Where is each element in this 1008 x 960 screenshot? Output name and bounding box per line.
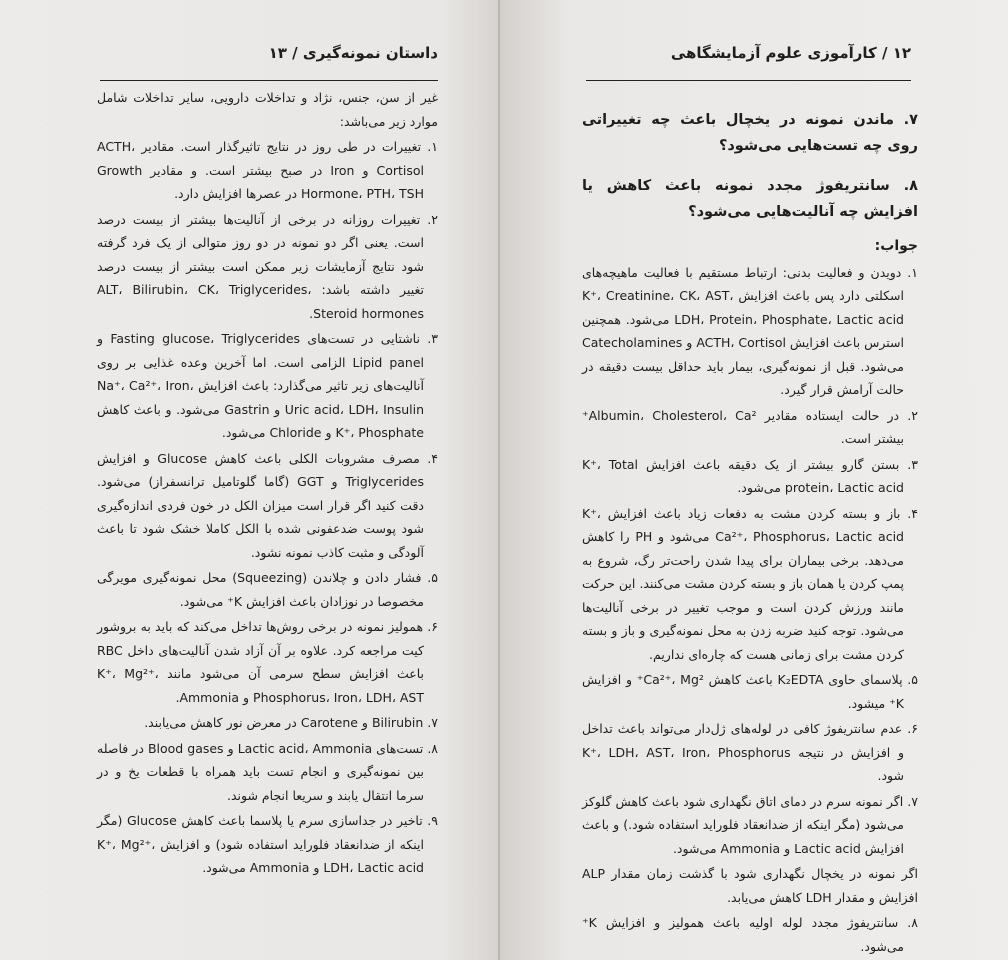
answer-item-8: ۸. سانتریفوژ مجدد لوله اولیه باعث همولیز و افزایش K⁺ می‌شود.	[582, 915, 918, 954]
answer-item-2: ۲. در حالت ایستاده مقادیر Albumin، Cholesterol، Ca²⁺ بیشتر است.	[582, 407, 918, 446]
right-page	[500, 0, 1008, 960]
answer-item-4: ۴. باز و بسته کردن مشت به دفعات زیاد باعث افزایش K⁺، Ca²⁺، Phosphorus، Lactic acid می‌شود و PH را کاهش می‌دهد. برخی بیماران برای پیدا شدن راحت‌تر رگ، شروع به پمپ کردن یا همان باز و بسته کردن مشت می‌کنند. این حرکت مانند ورزش کردن است و موجب تغییر در برخی آنالیت‌ها می‌شود. توجه کنید ضربه زدن به محل نمونه‌گیری و باز و بسته کردن مشت برای زمانی هست که چاره‌ای نداریم.	[582, 505, 918, 662]
answer-item-5: ۵. پلاسمای حاوی K₂EDTA باعث کاهش Ca²⁺، Mg²⁺ و افزایش K⁺ میشود.	[582, 672, 918, 711]
answer-item-7: ۷. اگر نمونه سرم در دمای اتاق نگهداری شود باعث کاهش گلوکز می‌شود (مگر اینکه از ضدانعقاد فلوراید استفاده شود.) و باعث افزایش Lactic acid و Ammonia می‌شود.	[582, 793, 918, 856]
right-page-body	[582, 92, 918, 960]
question-8: ۸. سانتریفوژ مجدد نمونه باعث کاهش یا افزایش چه آنالیت‌هایی می‌شود؟	[582, 178, 918, 220]
left-page	[0, 0, 500, 960]
left-item-3: ۳. ناشتایی در تست‌های Fasting glucose، Triglycerides و Lipid panel الزامی است. اما آخرین وعده غذایی بر روی آنالیت‌های زیر تاثیر می‌گذارد: باعث افزایش Na⁺، Ca²⁺، Iron، Uric acid، LDH، Insulin و Gastrin می‌شود. و باعث کاهش K⁺، Phosphate و Chloride می‌شود.	[97, 331, 438, 440]
answer-item-6: ۶. عدم سانتریفوژ کافی در لوله‌های ژل‌دار می‌تواند باعث تداخل و افزایش در نتیجه K⁺، LDH، AST، Iron، Phosphorus شود.	[582, 721, 918, 783]
left-item-8: ۸. تست‌های Lactic acid، Ammonia و Blood gases در فاصله بین نمونه‌گیری و انجام تست باید همراه با قطعات یخ و در سرما انتقال یابند و سریعا انجام شوند.	[97, 740, 439, 803]
left-item-6: ۶. همولیز نمونه در برخی روش‌ها تداخل می‌کند که باید به بروشور کیت مراجعه کرد. علاوه بر آن آزاد شدن آنالیت‌های داخل RBC باعث افزایش سطح سرمی آن می‌شود مانند K⁺، Mg²⁺، Phosphorus، Iron، LDH، AST و Ammonia.	[97, 619, 438, 705]
left-page-body	[97, 86, 438, 882]
right-page-header: ۱۲ / کارآموزی علوم آزمایشگاهی	[586, 44, 911, 81]
left-item-9: ۹. تاخیر در جداسازی سرم یا پلاسما باعث کاهش Glucose (مگر اینکه از ضدانعقاد فلوراید استفاده شود) و افزایش K⁺، Mg²⁺، LDH، Lactic acid و Ammonia می‌شود.	[97, 813, 438, 875]
left-item-5: ۵. فشار دادن و چلاندن (Squeezing) محل نمونه‌گیری مویرگی مخصوصا در نوزادان باعث افزایش K⁺ می‌شود.	[97, 570, 438, 609]
left-page-header: داستان نمونه‌گیری / ۱۳	[100, 44, 438, 81]
answer-item-3: ۳. بستن گارو بیشتر از یک دقیقه باعث افزایش K⁺، Total protein، Lactic acid می‌شود.	[582, 456, 918, 495]
left-item-4: ۴. مصرف مشروبات الکلی باعث کاهش Glucose و افزایش Triglycerides و GGT (گاما گلوتامیل ترانسفراز) می‌شود. دقت کنید اگر قرار است میزان الکل در خون فردی اندازه‌گیری شود پوست ضدعفونی شده با الکل کاملا خشک شود تا باعث آلودگی و مثبت کاذب نمونه نشود.	[97, 450, 439, 560]
question-7: ۷. ماندن نمونه در یخچال باعث چه تغییراتی روی چه تست‌هایی می‌شود؟	[582, 111, 918, 154]
answer-item-1: ۱. دویدن و فعالیت بدنی: ارتباط مستقیم با فعالیت ماهیچه‌های اسکلتی دارد پس باعث افزایش K⁺، Creatinine، CK، AST، LDH، Protein، Phosphate، Lactic acid می‌شود. همچنین استرس باعث افزایش ACTH، Cortisol و Catecholamines می‌شود. قبل از نمونه‌گیری، بیمار باید حداقل بیست دقیقه در حالت آرامش قرار گیرد.	[581, 264, 918, 397]
answer-extra-text: اگر نمونه در یخچال نگهداری شود با گذشت زمان مقدار ALP افزایش و مقدار LDH کاهش می‌یابد.	[582, 866, 918, 905]
left-item-2: ۲. تغییرات روزانه در برخی از آنالیت‌ها بیشتر از بیست درصد است. یعنی اگر دو نمونه در دو روز متوالی از یک فرد گرفته شود نتایج آزمایشات زیر ممکن است بیشتر از بیست درصد تغییر داشته باشد: ALT، Bilirubin، CK، Triglycerides، Steroid hormones.	[97, 211, 438, 321]
left-item-1: ۱. تغییرات در طی روز در نتایج تاثیرگذار است. مقادیر ACTH، Cortisol و Iron در صبح بیشتر است. و مقادیر Growth Hormone، PTH، TSH در عصرها افزایش دارد.	[97, 139, 438, 201]
left-item-7: ۷. Bilirubin و Carotene در معرض نور کاهش می‌یابند.	[144, 715, 438, 730]
left-intro: غیر از سن، جنس، نژاد و تداخلات دارویی، سایر تداخلات شامل موارد زیر می‌باشد:	[97, 90, 438, 129]
answer-label: جواب:	[874, 238, 918, 254]
